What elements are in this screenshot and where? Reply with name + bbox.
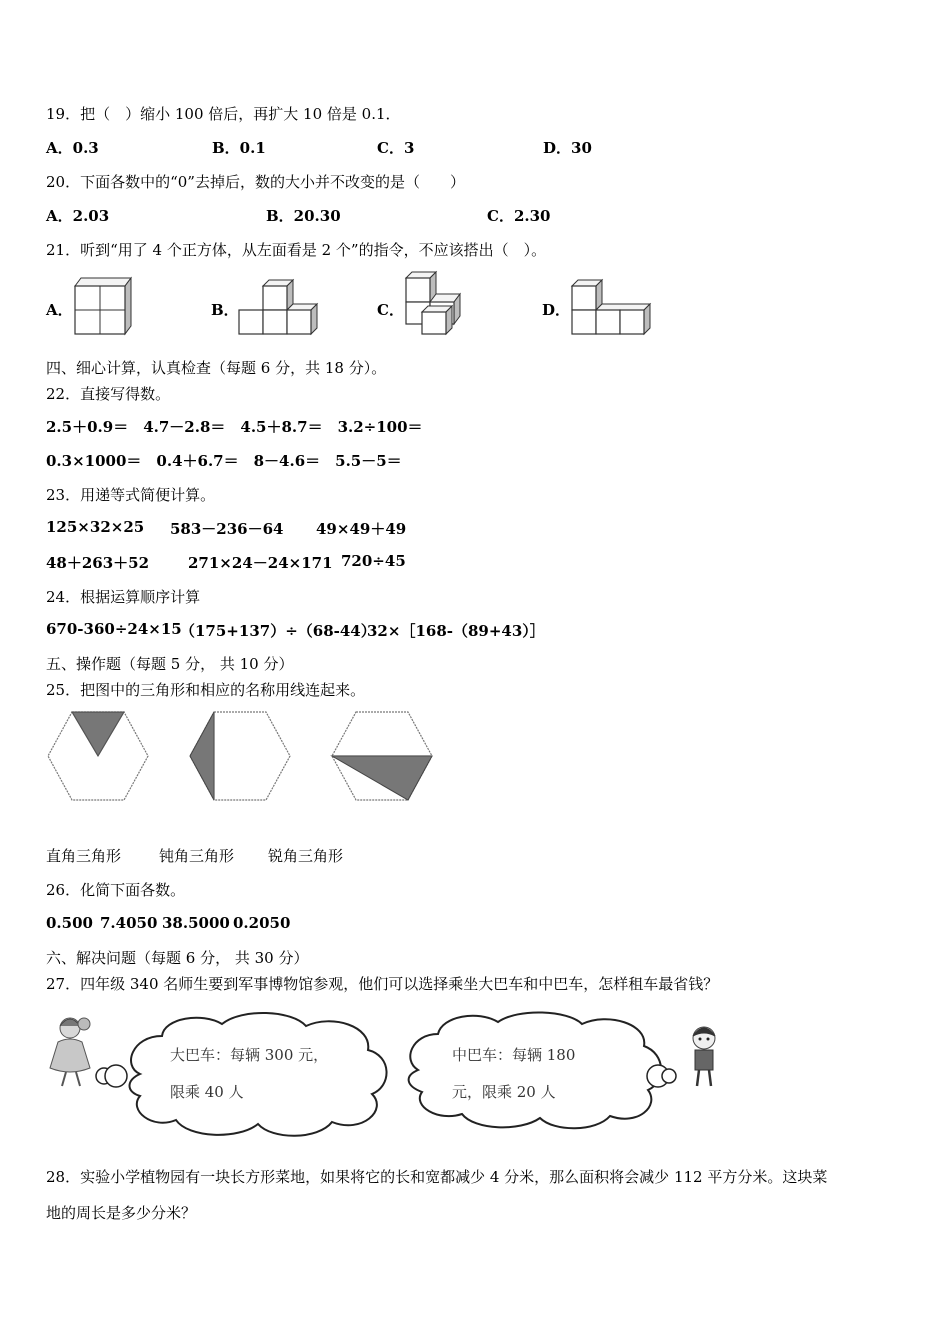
cloud2-line1: 中巴车：每辆 180 [452,1046,576,1064]
cloud1-line2: 限乘 40 人 [170,1083,244,1101]
triangle-name-acute: 锐角三角形 [268,847,344,865]
cloud-bubble-2 [398,1006,688,1136]
q21-option-d[interactable]: D． [542,301,571,319]
boy-illustration [684,1024,724,1090]
girl-illustration [48,1014,98,1088]
q26-number: 0.2050 [233,914,291,932]
q23-expr: 125×32×25 [46,518,145,536]
cube-figure-d [570,278,652,336]
q20-text: 20．下面各数中的“0”去掉后，数的大小并不改变的是（ ） [46,173,465,191]
q22-text: 22．直接写得数。 [46,385,171,403]
hexagon-figure-1 [46,710,150,802]
q24-text: 24．根据运算顺序计算 [46,588,201,606]
q19-option-a[interactable]: A．0.3 [46,139,99,157]
cloud1-line1: 大巴车：每辆 300 元， [170,1046,329,1064]
q26-text: 26．化简下面各数。 [46,881,186,899]
q24-expr: 670-360÷24×15 [46,620,182,638]
section5-title: 五、操作题（每题 5 分， 共 10 分） [46,655,294,673]
q19-option-d[interactable]: D．30 [543,139,592,157]
q19-option-c[interactable]: C．3 [377,139,415,157]
cube-figure-a [73,276,135,336]
triangle-name-right: 直角三角形 [46,847,122,865]
cloud2-line2: 元，限乘 20 人 [452,1083,556,1101]
q27-text: 27．四年级 340 名师生要到军事博物馆参观，他们可以选择乘坐大巴车和中巴车，怎样租车最省钱？ [46,975,719,993]
section6-title: 六、解决问题（每题 6 分， 共 30 分） [46,949,309,967]
q20-option-b[interactable]: B．20.30 [266,207,341,225]
q21-text: 21．听到“用了 4 个正方体，从左面看是 2 个”的指令，不应该搭出（ ）。 [46,241,547,259]
q28-line1: 28．实验小学植物园有一块长方形菜地，如果将它的长和宽都减少 4 分米，那么面积将会减少 112 平方分米。这块菜 [46,1168,828,1186]
q23-text: 23．用递等式简便计算。 [46,486,216,504]
cube-figure-c [404,270,464,336]
q20-option-a[interactable]: A．2.03 [46,207,110,225]
q23-expr: 271×24－24×171 [188,554,333,572]
q26-number: 38.5000 [162,914,230,932]
q26-number: 0.500 [46,914,93,932]
q21-option-c[interactable]: C． [377,301,404,319]
q23-expr: 720÷45 [341,552,406,570]
q19-option-b[interactable]: B．0.1 [212,139,266,157]
q23-expr: 49×49＋49 [316,520,407,538]
cube-figure-b [237,278,319,336]
q22-row2: 0.3×1000＝ 0.4＋6.7＝ 8－4.6＝ 5.5－5＝ [46,452,402,470]
q19-text: 19．把（ ）缩小 100 倍后，再扩大 10 倍是 0.1． [46,105,401,123]
cloud-bubble-1 [92,1006,412,1144]
q25-text: 25．把图中的三角形和相应的名称用线连起来。 [46,681,366,699]
q23-expr: 48＋263＋52 [46,554,150,572]
hexagon-figure-2 [188,710,292,802]
q21-option-b[interactable]: B． [211,301,239,319]
q22-row1: 2.5＋0.9＝ 4.7－2.8＝ 4.5＋8.7＝ 3.2÷100＝ [46,418,423,436]
q23-expr: 583－236－64 [170,520,284,538]
q26-number: 7.4050 [100,914,158,932]
q20-option-c[interactable]: C．2.30 [487,207,551,225]
triangle-name-obtuse: 钝角三角形 [159,847,235,865]
q24-expr: （175+137）÷（68-44） [180,622,376,640]
section4-title: 四、细心计算，认真检查（每题 6 分，共 18 分）。 [46,359,387,377]
q24-expr: 32×［168-（89+43）］ [367,622,545,640]
hexagon-figure-3 [330,710,434,802]
q28-line2: 地的周长是多少分米？ [46,1204,197,1222]
q21-option-a[interactable]: A． [46,301,73,319]
